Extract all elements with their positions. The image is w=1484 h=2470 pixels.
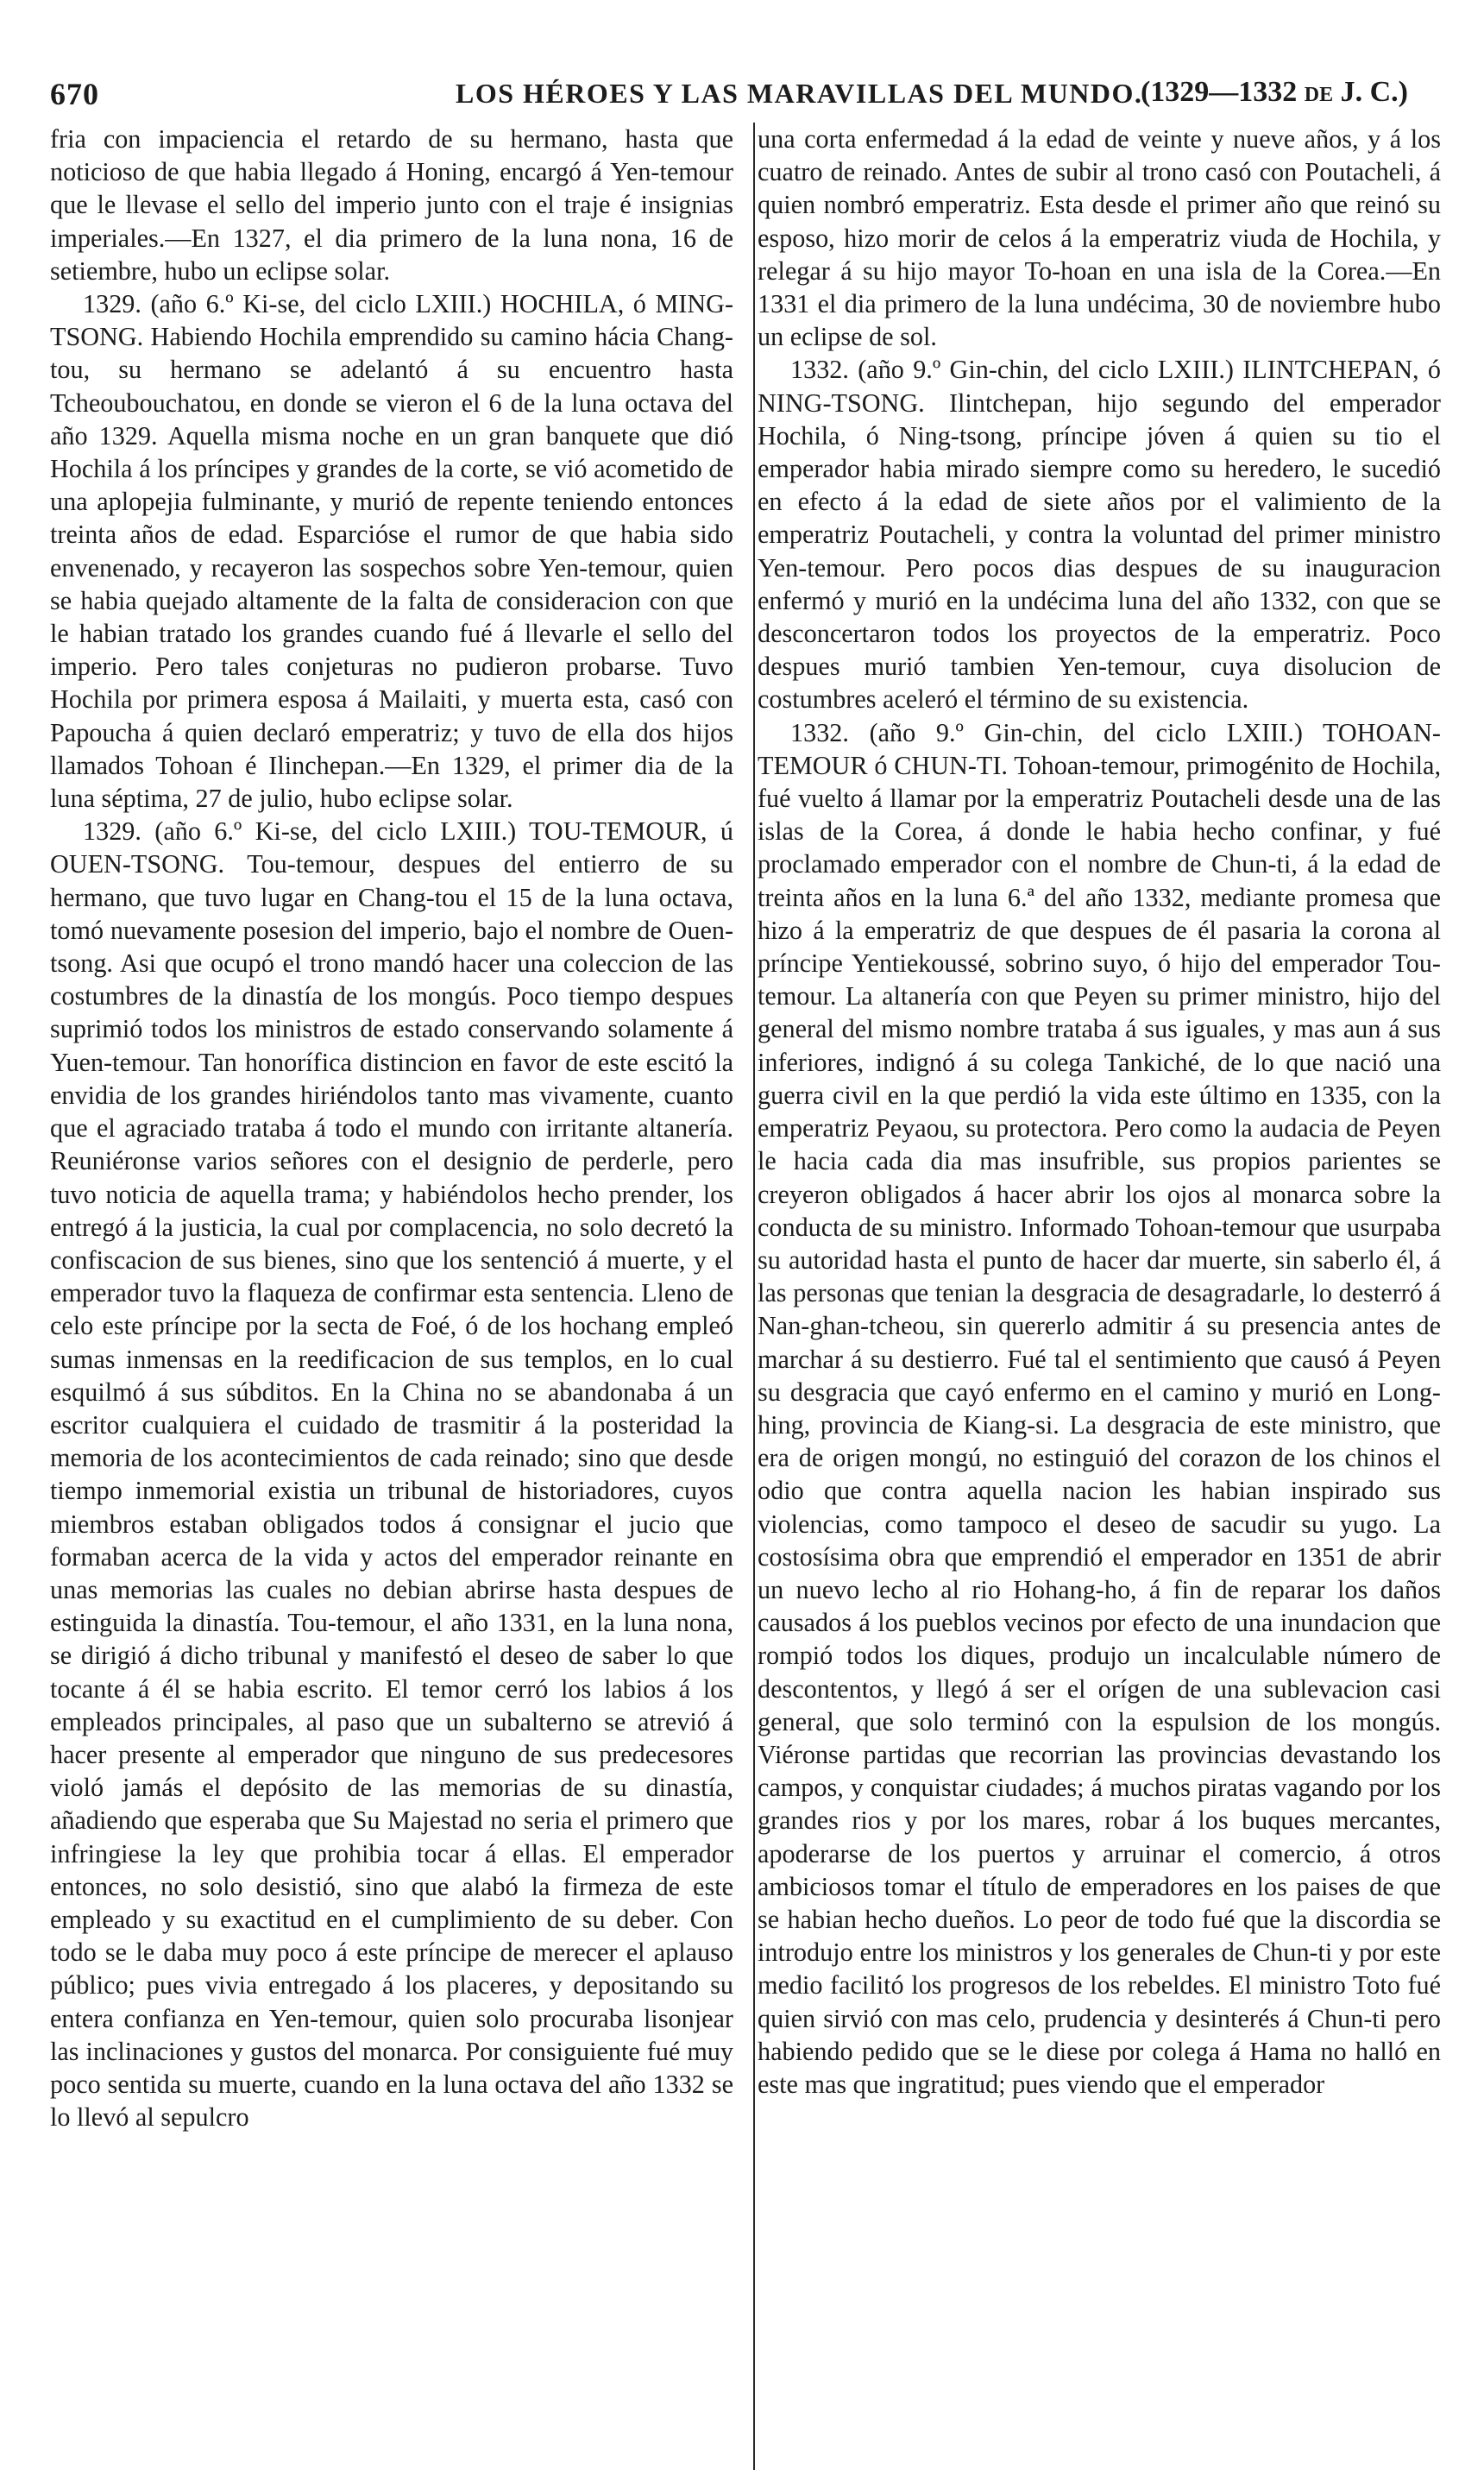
running-title: LOS HÉROES Y LAS MARAVILLAS DEL MUNDO. (456, 78, 1143, 109)
column-divider (753, 123, 755, 2470)
paragraph: 1332. (año 9.º Gin-chin, del ciclo LXIII.) TOHOAN-TEMOUR ó CHUN-TI. Tohoan-temour, primogénito de Hochila, fué vuelto á llamar por la emperatriz Poutacheli desde una de las islas de la Corea, á donde le habia hecho confinar, y fué proclamado emperador con el nombre de Chun-ti, á la edad de treinta años en la luna 6.ª del año 1332, mediante promesa que hizo á la emperatriz de que despues de él pasaria la corona al príncipe Yentiekoussé, sobrino suyo, ó hijo del emperador Tou-temour. La altanería con que Peyen su primer ministro, hijo del general del mismo nombre trataba á sus iguales, y mas aun á sus inferiores, indignó á su colega Tankiché, de lo que nació una guerra civil en la que perdió la vida este último en 1335, con la emperatriz Peyaou, su protectora. Pero como la audacia de Peyen le hacia cada dia mas insufrible, sus propios parientes se creyeron obligados á hacer abrir los ojos al monarca sobre la conducta de su ministro. Informado Tohoan-temour que usurpaba su autoridad hasta el punto de hacer dar muerte, sin saberlo él, á las personas que tenian la desgracia de desagradarle, lo desterró á Nan-ghan-tcheou, sin quererlo admitir á su presencia antes de marchar á su destierro. Fué tal el sentimiento que causó á Peyen su desgracia que cayó enfermo en el camino y murió en Long-hing, provincia de Kiang-si. La desgracia de este ministro, que era de origen mongú, no estinguió del corazon de los chinos el odio que contra aquella nacion les habian inspirado sus violencias, como tampoco el deseo de sacudir su yugo. La costosísima obra que emprendió el emperador en 1351 de abrir un nuevo lecho al rio Hohang-ho, á fin de reparar los daños causados á los pueblos vecinos por efecto de una inundacion que rompió todos los diques, produjo un incalculable número de descontentos, y llegó á ser el orígen de una sublevacion casi general, que solo terminó con la espulsion de los mongús. Viéronse partidas que recorrian las provincias devastando los campos, y conquistar ciudades; á muchos piratas vagando por los grandes rios y por los mares, robar á los buques mercantes, apoderarse de los puertos y arruinar el comercio, á otros ambiciosos tomar el título de emperadores en los paises de que se habian hecho dueños. Lo peor de todo fué que la discordia se introdujo entre los ministros y los generales de Chun-ti y por este medio facilitó los progresos de los rebeldes. El ministro Toto fué quien sirvió con mas celo, prudencia y desinterés á Chun-ti pero habiendo pedido que se le diese por colega á Hama no halló en este mas que ingratitud; pues viendo que el emperador (758, 717, 1441, 2099)
date-range (1141, 76, 1408, 109)
page-header (50, 67, 1449, 121)
left-column (50, 123, 733, 2133)
date-range-years: (1329—1332 (1140, 76, 1298, 108)
text-columns (50, 123, 1449, 2133)
paragraph: 1332. (año 9.º Gin-chin, del ciclo LXIII.) ILINTCHEPAN, ó NING-TSONG. Ilintchepan, hijo segundo del emperador Hochila, ó Ning-tsong, príncipe jóven á quien su tio el emperador habia mirado siempre como su heredero, le sucedió en efecto á la edad de siete años por el valimiento de la emperatriz Poutacheli, y contra la voluntad del primer ministro Yen-temour. Pero pocos dias despues de su inauguracion enfermó y murió en la undécima luna del año 1332, con que se desconcertaron todos los proyectos de la emperatriz. Poco despues murió tambien Yen-temour, cuya disolucion de costumbres aceleró el término de su existencia. (758, 355, 1441, 715)
date-range-de: DE (1304, 84, 1334, 106)
date-range-era: J. C.) (1340, 76, 1408, 108)
page-number: 670 (50, 77, 99, 111)
right-column (758, 123, 1441, 2133)
paragraph: fria con impaciencia el retardo de su hermano, hasta que noticioso de que habia llegado á Honing, encargó á Yen-temour que le llevase el sello del imperio junto con el traje é insignias imperiales.—En 1327, el dia primero de la luna nona, 16 de setiembre, hubo un eclipse solar. (50, 124, 733, 286)
paragraph: una corta enfermedad á la edad de veinte y nueve años, y á los cuatro de reinado. Antes de subir al trono casó con Poutacheli, á quien nombró emperatriz. Esta desde el primer año que reinó su esposo, hizo morir de celos á la emperatriz viuda de Hochila, y relegar á su hijo mayor To-hoan en una isla de la Corea.—En 1331 el dia primero de la luna undécima, 30 de noviembre hubo un eclipse de sol. (758, 124, 1441, 352)
paragraph: 1329. (año 6.º Ki-se, del ciclo LXIII.) TOU-TEMOUR, ú OUEN-TSONG. Tou-temour, despues del entierro de su hermano, que tuvo lugar en Chang-tou el 15 de la luna octava, tomó nuevamente posesion del imperio, bajo el nombre de Ouen-tsong. Asi que ocupó el trono mandó hacer una coleccion de las costumbres de la dinastía de los mongús. Poco tiempo despues suprimió todos los ministros de estado conservando solamente á Yuen-temour. Tan honorífica distincion en favor de este escitó la envidia de los grandes hiriéndolos tanto mas vivamente, cuanto que el agraciado trataba á todo el mundo con irritante altanería. Reuniéronse varios señores con el designio de perderle, pero tuvo noticia de aquella trama; y habiéndolos hecho prender, los entregó á la justicia, la cual por complacencia, no solo decretó la confiscacion de sus bienes, sino que los sentenció á muerte, y el emperador tuvo la flaqueza de confirmar esta sentencia. Lleno de celo este príncipe por la secta de Foé, ó de los hochang empleó sumas inmensas en la reedificacion de sus templos, en lo cual esquilmó á sus súbditos. En la China no se abandonaba á un escritor cualquiera el cuidado de trasmitir á la posteridad la memoria de los acontecimientos de cada reinado; sino que desde tiempo inmemorial existia un tribunal de historiadores, cuyos miembros estaban obligados todos á consignar el jucio que formaban acerca de la vida y actos del emperador reinante en unas memorias las cuales no debian abrirse hasta despues de estinguida la dinastía. Tou-temour, el año 1331, en la luna nona, se dirigió á dicho tribunal y manifestó el deseo de saber lo que tocante á él se habia escrito. El temor cerró los labios á los empleados principales, al paso que un subalterno se atrevió á hacer presente al emperador que ninguno de sus predecesores violó jamás el depósito de las memorias de su dinastía, añadiendo que esperaba que Su Majestad no seria el primero que infringiese la ley que prohibia tocar á ellas. El emperador entonces, no solo desistió, sino que alabó la firmeza de este empleado y su exactitud en el cumplimiento de su deber. Con todo se le daba muy poco á este príncipe de merecer el aplauso público; pues vivia entregado á los placeres, y depositando su entera confianza en Yen-temour, quien solo procuraba lisonjear las inclinaciones y gustos del monarca. Por consiguiente fué muy poco sentida su muerte, cuando en la luna octava del año 1332 se lo llevó al sepulcro (50, 816, 733, 2133)
paragraph: 1329. (año 6.º Ki-se, del ciclo LXIII.) HOCHILA, ó MING-TSONG. Habiendo Hochila emprendido su camino hácia Chang-tou, su hermano se adelantó á su encuentro hasta Tcheoubouchatou, en donde se vieron el 6 de la luna octava del año 1329. Aquella misma noche en un gran banquete que dió Hochila á los príncipes y grandes de la corte, se vió acometido de una aplopejia fulminante, y murió de repente teniendo entonces treinta años de edad. Esparcióse el rumor de que habia sido envenenado, y recayeron las sospechos sobre Yen-temour, quien se habia quejado altamente de la falta de consideracion con que le habian tratado los grandes cuando fué á llevarle el sello del imperio. Pero tales conjeturas no pudieron probarse. Tuvo Hochila por primera esposa á Mailaiti, y muerta esta, casó con Papoucha á quien declaró emperatriz; y tuvo de ella dos hijos llamados Tohoan é Ilinchepan.—En 1329, el primer dia de la luna séptima, 27 de julio, hubo eclipse solar. (50, 289, 733, 814)
